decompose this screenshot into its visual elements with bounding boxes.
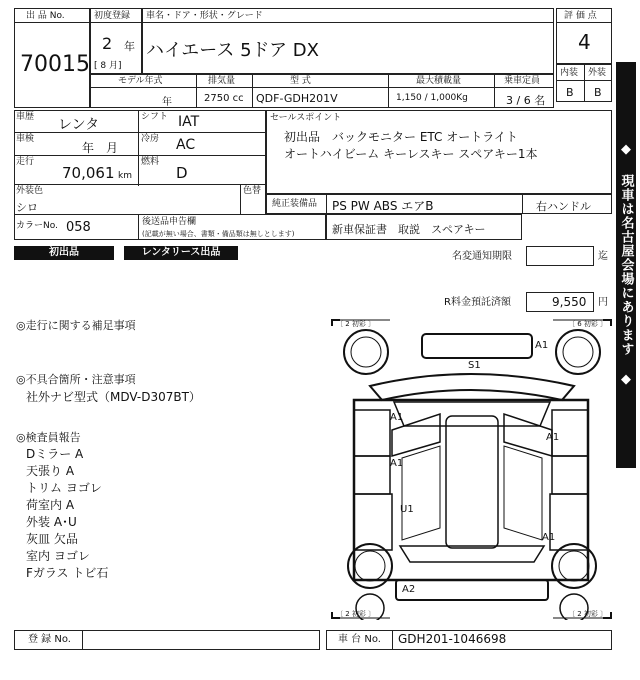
ac-value: AC	[176, 137, 196, 153]
name-change-unit: 迄	[598, 251, 608, 262]
defect-line: 社外ナビ型式（MDV-D307BT）	[26, 390, 201, 404]
mileage-value: 70,061	[62, 164, 115, 182]
type-value: QDF-GDH201V	[256, 92, 338, 105]
docs-label: 後送品申告欄	[142, 217, 197, 227]
inspection-label: 車検	[16, 134, 35, 144]
interior-grade: B	[566, 86, 574, 99]
interior-label: 内装	[560, 68, 579, 78]
inspector-line: Fガラス トビ石	[26, 566, 109, 580]
exterior-label: 外装	[588, 68, 607, 78]
displacement-label: 排気量	[208, 76, 236, 86]
lot-label: 出 品 No.	[26, 11, 65, 21]
mileage-label: 走行	[16, 157, 35, 167]
chassis-label: 車 台 No.	[338, 634, 381, 645]
model-year-label: モデル年式	[118, 76, 163, 86]
rental-lease-badge: レンタリース出品	[124, 246, 238, 260]
inspector-line: 外装 A･U	[26, 515, 77, 529]
damage-mark-front-bumper: A1	[535, 340, 549, 351]
steering-value: 右ハンドル	[536, 200, 591, 213]
inspector-line: 荷室内 A	[26, 498, 75, 512]
reg-month: [ 8 月]	[94, 61, 122, 71]
sales-point-line-1: 初出品 バックモニター ETC オートライト	[284, 130, 518, 144]
mileage-unit: km	[118, 171, 132, 181]
inspector-line: Dミラー A	[26, 447, 84, 461]
color-no-value: 058	[66, 220, 91, 235]
exterior-grade: B	[594, 86, 602, 99]
history-label: 車歴	[16, 112, 35, 122]
reg-no-label: 登 録 No.	[28, 634, 71, 645]
name-change-field	[526, 246, 594, 266]
damage-mark-roof: S1	[468, 360, 481, 371]
inspector-heading: ◎検査員報告	[16, 431, 81, 444]
car-outline-drawing	[330, 318, 613, 620]
ac-label: 冷房	[141, 134, 160, 144]
fuel-value: D	[176, 164, 188, 182]
inspector-line: 天張り A	[26, 464, 75, 478]
damage-mark-left-rear: U1	[400, 504, 414, 515]
damage-mark-left-front: A1	[390, 412, 404, 423]
car-name: ハイエース 5ドア DX	[146, 40, 319, 61]
corner-label-bottom-right: 〔 2 初彩 〕	[568, 610, 608, 618]
inspector-line: 室内 ヨゴレ	[26, 549, 90, 563]
displacement-value: 2750 cc	[204, 93, 244, 104]
score-label: 評 価 点	[564, 11, 597, 21]
car-name-label: 車名・ドア・形状・グレード	[146, 11, 263, 21]
corner-label-bottom-left: 〔 2 初彩 〕	[336, 610, 376, 618]
reg-year-unit: 年	[124, 40, 135, 53]
shift-label: シフト	[141, 112, 169, 122]
color-no-label: カラーNo.	[16, 221, 58, 231]
capacity-value: 3 / 6 名	[506, 94, 546, 107]
recycle-value: 9,550	[552, 295, 587, 309]
shift-value: IAT	[178, 114, 200, 130]
car-damage-diagram	[330, 318, 613, 620]
lot-number: 70015	[20, 52, 90, 77]
venue-notice: ◆ 現車は名古屋会場にあります ◆	[618, 142, 634, 388]
damage-mark-rear-bumper: A2	[402, 584, 416, 595]
equipment-value: PS PW ABS エアB	[332, 199, 434, 213]
inspector-line: 灰皿 欠品	[26, 532, 78, 546]
damage-mark-left-middle: A1	[390, 458, 404, 469]
sales-point-line-2: オートハイビーム キーレスキー スペアキー1本	[284, 147, 538, 161]
model-year-value: 年	[162, 97, 172, 108]
recycle-unit: 円	[598, 297, 608, 308]
corner-label-top-right: 〔 6 初彩 〕	[568, 320, 608, 328]
warranty-value: 新車保証書 取説 スペアキー	[332, 223, 486, 236]
damage-mark-right-middle: A1	[546, 432, 560, 443]
first-listing-badge: 初出品	[14, 246, 114, 260]
reg-year: 2	[102, 34, 113, 53]
docs-note: (記載が無い場合、書類・備品類は無しとします)	[142, 230, 295, 238]
first-reg-label: 初度登録	[94, 11, 131, 21]
load-label: 最大積載量	[416, 76, 462, 86]
inspector-line: トリム ヨゴレ	[26, 481, 102, 495]
recycle-label: R料金預託済額	[444, 297, 511, 308]
load-value: 1,150 / 1,000Kg	[396, 93, 468, 103]
venue-sidebar	[616, 62, 636, 468]
repaint-label: 色替	[243, 186, 262, 196]
exterior-color-label: 外装色	[16, 186, 44, 196]
chassis-value: GDH201-1046698	[398, 632, 507, 646]
defects-heading: ◎不具合箇所・注意事項	[16, 373, 136, 386]
inspection-value: 年 月	[82, 141, 119, 155]
type-label: 型 式	[290, 76, 311, 86]
driving-notes-heading: ◎走行に関する補足事項	[16, 319, 136, 332]
name-change-label: 名変通知期限	[452, 251, 512, 262]
corner-label-top-left: 〔 2 初彩 〕	[336, 320, 376, 328]
sales-point-label: セールスポイント	[270, 113, 342, 123]
equipment-label: 純正装備品	[272, 199, 318, 209]
history-value: レンタ	[58, 117, 100, 133]
fuel-label: 燃料	[141, 157, 160, 167]
overall-score: 4	[578, 30, 591, 54]
capacity-label: 乗車定員	[504, 76, 541, 86]
damage-mark-right-rear: A1	[542, 532, 556, 543]
exterior-color-value: シロ	[16, 201, 38, 214]
